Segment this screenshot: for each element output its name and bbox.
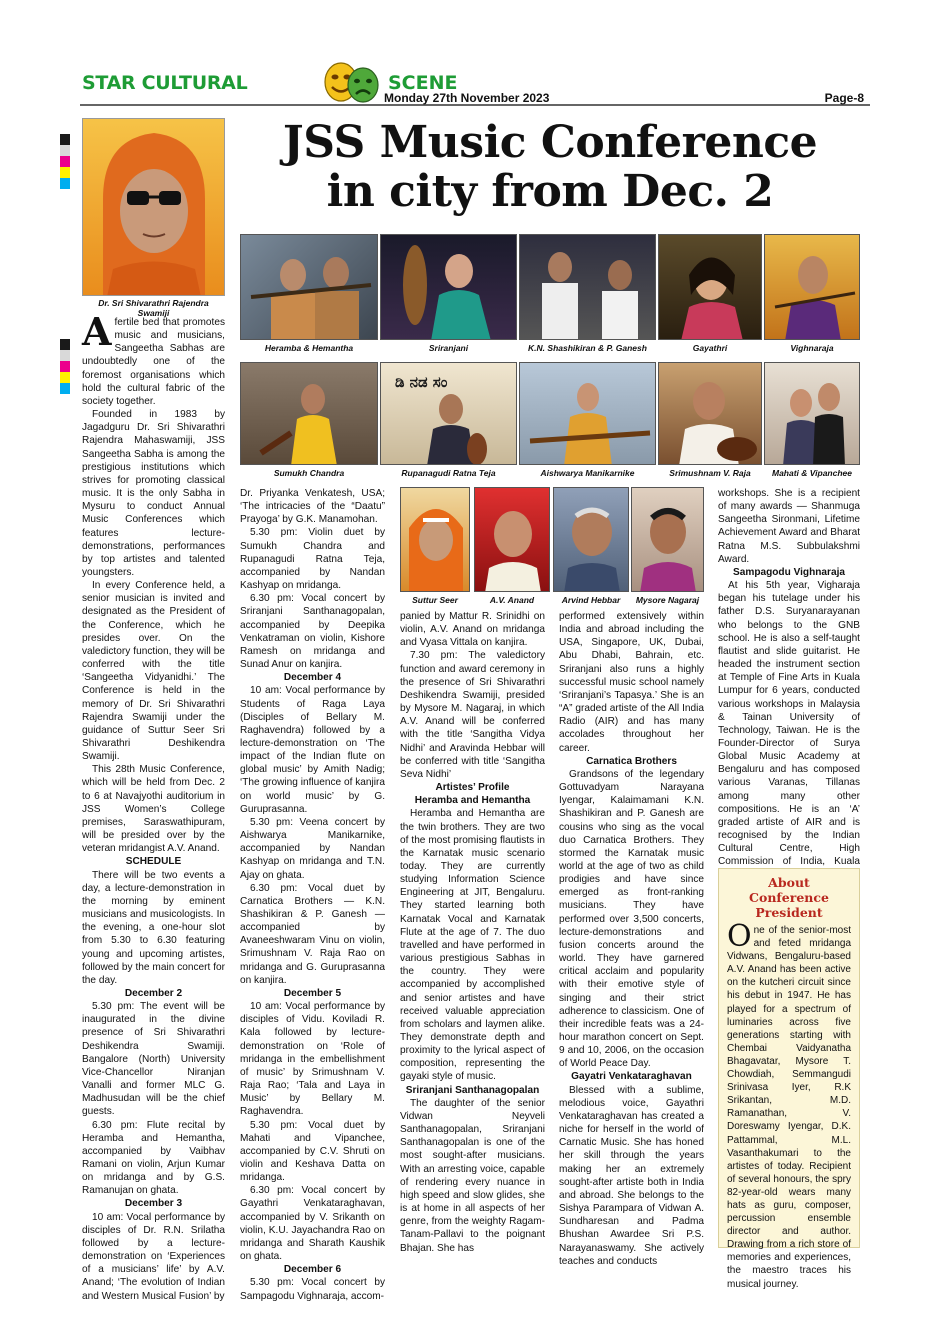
- col1-paragraph: 5.30 pm: The event will be inaugurated in the divine presence of Sri Shivarathri Deshikendra Swamiji. Bangalore (North) University Vice-Chancellor Niranjan Vanalli and former MLC G. Madhusudan will be the chief guests.: [82, 1001, 225, 1118]
- col1-paragraph: In every Conference held, a senior musician is invited and designated as the President of the Conference, which he presides over. On the valedictory function, they will be conferred with the title ‘Sangeetha Vidyanidhi.’ The Conference is held in the memory of Dr. Sri Shivarathri Rajendra Swamiji under the guidance of Suttur Seer Sri Shivarathri Deshikendra Swamiji.: [82, 580, 225, 763]
- col3-paragraph: 7.30 pm: The valedictory function and award ceremony in the presence of Sri Shivarathri Deshikendra Swamiji, presided by Mysore M. Nagaraj, in which A.V. Anand will be conferred with the title ‘Sangitha Vidya Nidhi’ and Aravinda Hebbar will be conferred with title ‘Sangitha Seva Nidhi’: [400, 650, 545, 780]
- conference-president-box: [718, 868, 860, 1290]
- col5-paragraph: At his 5th year, Vigharaja began his tutelage under his father D.S. Suryanarayanan who belongs to the GNB school. He is also a self-taught flautist and slide guitarist. He headed the instrument section at Temple of Fine Arts in Kuala Lumpur for 6 years, conducted various workshops in Malaysia & Tainan University of Technology, Taiwan. He is the Founder-Director of Surya Global Music Academy at Bengaluru and has composed various Varanas, Tillanas among many other compositions. He is an ‘A’ graded artiste of AIR and is recognised by the Indian Cultural Centre, High Commission of India, Kuala: [718, 580, 860, 868]
- caption-arvind-hebbar: Arvind Hebbar: [561, 595, 621, 605]
- caption-aishwarya-manikarnike: Aishwarya Manikarnike: [540, 468, 635, 478]
- brand-right: SCENE: [388, 72, 458, 94]
- col4-paragraph: performed extensively within India and abroad including the USA, Singapore, UK, Dubai, Abu Dhabi, Bahrain, etc. Sriranjani also runs a highly successful music school namely ‘Sriranjani’s Tapasya.’ She is an “A” graded artiste of the All India Radio (AIR) and has many accolades throughout her career.: [559, 611, 704, 754]
- day-heading: December 5: [283, 987, 342, 999]
- col4-paragraph: Grandsons of the legendary Gottuvadyam Narayana Iyengar, Kalaimamani K.N. Shashikiran and P. Ganesh are cousins who sing as the vocal duo Carnatica Brothers. They stormed the Karnatak music world at the age of two as child prodigies and have since emerged as front-ranking musicians. They have performed over 3,500 concerts, lecture-demonstrations and fusion concerts around the world. They have garnered critical acclaim and popularity with their emotive style of singing and their strict adherence to classicism. One of their incredible feats was a 24-hour marathon concert on Sept. 9 and 10, 2006, on the occasion of World Peace Day.: [559, 768, 704, 1070]
- photo-sumukh-chandra: [240, 362, 378, 465]
- portrait-caption: Dr. Sri Shivarathri Rajendra Swamiji: [98, 298, 209, 318]
- brand-left: STAR CULTURAL: [82, 72, 248, 94]
- schedule-heading: SCHEDULE: [125, 856, 182, 868]
- headline: [230, 118, 870, 216]
- profile-heading: Heramba and Hemantha: [414, 795, 531, 807]
- photo-vighnaraja: [764, 234, 860, 340]
- col4-paragraph: Blessed with a sublime, melodious voice, Gayathri Venkataraghavan has created a niche for herself in the world of Carnatic Music. She has honed her skill through the years making her an extremely sought-after artiste both in India and abroad. She belongs to the Sishya Parampara of Vidwan A. Sundharesan and Padma Bhushan Awardee Sri P.S. Narayanaswamy. She actively teaches and conducts: [559, 1084, 704, 1267]
- article-column-4: [559, 610, 704, 1268]
- profile-heading: Sriranjani Santhanagopalan: [405, 1084, 540, 1096]
- caption-srimushnam-v-raja: Srimushnam V. Raja: [669, 468, 751, 478]
- col1-paragraph: There will be two events a day, a lecture-demonstration in the morning by eminent musicians and musicologists. In the evening, a one-hour slot from 5.30 to 6.30 featuring young and upcoming artistes, followed by the main concert for the day.: [82, 869, 225, 986]
- col3-paragraph: The daughter of the senior Vidwan Neyveli Santhanagopalan, Sriranjani Santhanagopalan is one of the most sought-after musicians. With an arresting voice, capable of rendering every nuance in high speed and slow glides, she is at home in all aspects of her genre, from the weighty Ragam-Tanam-Pallavi to the poignant Bhajan. She has: [400, 1097, 545, 1254]
- day-heading: December 2: [124, 987, 183, 999]
- col3-paragraph: panied by Mattur R. Srinidhi on violin, A.V. Anand on mridanga and Vyasa Vittala on kanjira.: [400, 611, 545, 649]
- col2-paragraph: 6.30 pm: Vocal concert by Gayathri Venkataraghavan, accompanied by V. Srikanth on violin, K.U. Jayachandra Rao on mridanga and Sharath Kaushik on ghata.: [240, 1185, 385, 1263]
- photo-srimushnam-v-raja: [658, 362, 762, 465]
- col2-paragraph: Dr. Priyanka Venkatesh, USA; ‘The intricacies of the “Daatu” Prayoga’ by G.K. Manamohan.: [240, 488, 385, 526]
- col2-paragraph: 5.30 pm: Vocal concert by Sampagodu Vighnaraja, accom-: [240, 1277, 385, 1302]
- photo-arvind-hebbar: [553, 487, 629, 592]
- col2-paragraph: 5.30 pm: Veena concert by Aishwarya Manikarnike, accompanied by Nandan Kashyap on mridanga and T.N. Ajay on ghata.: [240, 816, 385, 881]
- photo-gayathri: [658, 234, 762, 340]
- col2-paragraph: 5.30 pm: Vocal duet by Mahati and Vipanchee, accompanied by C.V. Shruti on violin and Keshava Datta on mridanga.: [240, 1119, 385, 1184]
- drop-cap-o: O: [727, 919, 752, 954]
- caption-gayathri: Gayathri: [692, 343, 728, 353]
- col1-paragraph: 10 am: Vocal performance by disciples of Dr. R.N. Srilatha followed by a lecture-demonstration on ‘Experiences of a musicians’ life’ by A.V. Anand; ‘The evolution of Indian and Western Musical Fusion’ by: [82, 1211, 225, 1302]
- photo-sriranjani: [380, 234, 517, 340]
- col2-paragraph: 6.30 pm: Vocal concert by Sriranjani Santhanagopalan, accompanied by Deepika Venkatraman on violin, Kishore Ramesh on mridanga and Sunad Anur on kanjira.: [240, 593, 385, 671]
- profile-heading: Sampagodu Vighnaraja: [733, 566, 845, 578]
- portrait-photo: [82, 118, 225, 296]
- col2-paragraph: 5.30 pm: Violin duet by Sumukh Chandra and Rupanagudi Ratna Teja, accompanied by Nandan Kashyap on mridanga.: [240, 527, 385, 592]
- caption-mahati-vipanchee: Mahati & Vipanchee: [772, 468, 852, 478]
- col1-paragraph: fertile bed that promotes music and musicians, Sangeetha Sabhas are undoubtedly one of the foremost organisations which hold the cultural fabric of the society together.: [82, 317, 225, 407]
- dateline: Monday 27th November 2023: [384, 91, 550, 105]
- article-column-2: [240, 487, 385, 1303]
- day-heading: December 4: [283, 672, 342, 684]
- photo-heramba-hemantha: [240, 234, 378, 340]
- day-heading: December 6: [283, 1264, 342, 1276]
- profile-heading: Carnatica Brothers: [586, 755, 677, 767]
- photo-suttur-seer: [400, 487, 470, 592]
- box-text: ne of the senior-most and feted mridanga Vidwans, Bengaluru-based A.V. Anand has been active on the kutcheri circuit since his debut in 1947. He has played for a spectrum of luminaries across five generations starting with Chembai Vaidyanatha Bhagavatar, Mysore T. Chowdiah, Semmangudi Srinivasa Iyer, R.K Srikantan, M.D. Ramanathan, V. Doreswamy Iyengar, D.K. Pattammal, M.L. Vasanthakumari to the artistes of today. Recipient of several honours, the spry 82-year-old wears many hats as guru, composer, percussion ensemble director and author. Drawing from a rich store of memories and experiences, the maestro traces his musical journey.: [727, 925, 851, 1290]
- photo-carnatica-brothers: [519, 234, 656, 340]
- article-column-1: [82, 309, 225, 1303]
- caption-av-anand: A.V. Anand: [489, 595, 535, 605]
- day-heading: December 3: [124, 1198, 183, 1210]
- caption-rupanagudi-ratna-teja: Rupanagudi Ratna Teja: [401, 468, 496, 478]
- theatre-masks-icon: [316, 60, 386, 104]
- headline-line-2: in city from Dec. 2: [326, 166, 774, 217]
- col2-paragraph: 6.30 pm: Vocal duet by Carnatica Brothers — K.N. Shashikiran & P. Ganesh — accompanied by Avaneeshwaram Vinu on violin, Srimushnam V. Raja Rao on mridanga and G. Guruprasanna on kanjira.: [240, 882, 385, 986]
- photo-banner-text: ಡಿ ನಡ ಸಂ: [395, 373, 448, 391]
- registration-bars: [60, 68, 70, 394]
- col3-paragraph: Heramba and Hemantha are the twin brothers. They are two of the most promising flautists in the Karnatak music scenario today. They are currently studying Information Science Engineering at JIT, Bengaluru. They started learning both Karnatak Vocal and Karnatak Flute at the age of 7. The duo travelled and have performed in various prestigious Sabhas in the country. They were accompanied by accomplished and senior artistes and have received valuable appreciation from scholars and laymen alike. They demonstrate depth and proximity to the lyrical aspect of composition, representing the gayaki style of music.: [400, 808, 545, 1083]
- col2-paragraph: 10 am: Vocal performance by disciples of Vidu. Koviladi R. Kala followed by lecture-demonstration on ‘Role of mridanga in the embellishment of music’ by Srimushnam V. Raja Rao; ‘Tala and Laya in Music’ by Bellary M. Raghavendra.: [240, 1001, 385, 1118]
- drop-cap-a: A: [82, 309, 112, 354]
- section-heading: Artistes’ Profile: [435, 782, 510, 794]
- article-column-3: [400, 610, 545, 1255]
- caption-heramba-hemantha: Heramba & Hemantha: [264, 343, 354, 353]
- article-column-5: [718, 487, 860, 882]
- headline-line-1: JSS Music Conference: [282, 117, 818, 168]
- col5-paragraph: workshops. She is a recipient of many awards — Shanmuga Sangeetha Sironmani, Lifetime Achievement Award and Bharat Ratna M.S. Subbulakshmi Award.: [718, 488, 860, 565]
- masthead: [80, 62, 870, 106]
- photo-aishwarya-manikarnike: [519, 362, 656, 465]
- caption-carnatica-brothers: K.N. Shashikiran & P. Ganesh: [528, 343, 647, 353]
- caption-mysore-nagaraj: Mysore Nagaraj: [635, 595, 700, 605]
- col2-paragraph: 10 am: Vocal performance by Students of Raga Laya (Disciples of Bellary M. Raghavendra) followed by a lecture-demonstration on ‘The impact of the Indian flute on global music’ by Amith Nadig; ‘The growing influence of kanjira on world music’ by G. Guruprasanna.: [240, 685, 385, 815]
- caption-suttur-seer: Suttur Seer: [412, 595, 458, 605]
- caption-sumukh-chandra: Sumukh Chandra: [273, 468, 345, 478]
- photo-av-anand: [474, 487, 550, 592]
- caption-sriranjani: Sriranjani: [428, 343, 469, 353]
- photo-mysore-nagaraj: [631, 487, 704, 592]
- profile-heading: Gayatri Venkataraghavan: [571, 1071, 692, 1083]
- col1-paragraph: Founded in 1983 by Jagadguru Dr. Sri Shivarathri Rajendra Mahaswamiji, JSS Sangeetha Sabha is among the prestigious institutions which strives for promoting classical music. It is the only Sabha in Mysuru to conduct Annual Music Conferences which features lecture-demonstrations, performances by top artistes and talented youngsters.: [82, 409, 225, 578]
- photo-mahati-vipanchee: [764, 362, 860, 465]
- col1-paragraph: This 28th Music Conference, which will be held from Dec. 2 to 6 at Navajyothi auditorium in JSS Women’s College premises, Saraswathipuram, will be presided over by the veteran mridangist A.V. Anand.: [82, 764, 225, 855]
- col1-paragraph: 6.30 pm: Flute recital by Heramba and Hemantha, accompanied by Vaibhav Ramani on violin, Arjun Kumar on mridanga and by G.S. Ramanujan on ghata.: [82, 1119, 225, 1197]
- photo-rupanagudi-ratna-teja: [380, 362, 517, 465]
- box-title: About Conference President: [749, 875, 829, 920]
- caption-vighnaraja: Vighnaraja: [790, 343, 834, 353]
- page-number: Page-8: [824, 91, 864, 105]
